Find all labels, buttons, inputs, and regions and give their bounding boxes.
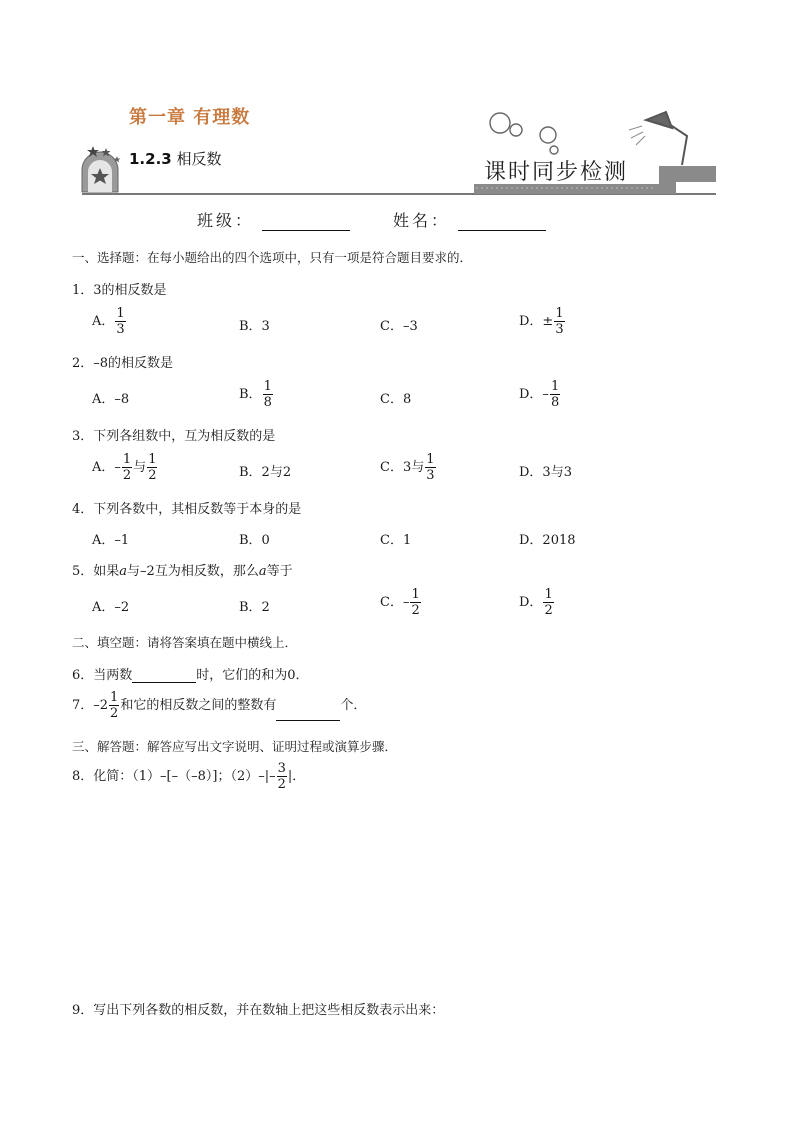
q6: 6．当两数 时，它们的和为0． (72, 668, 309, 683)
part2-heading: 二、填空题：请将答案填在题中横线上． (72, 635, 298, 650)
q4-stem: 4．下列各数中，其相反数等于本身的是 (72, 502, 302, 517)
q2-option-d[interactable]: D．– $\frac{1}{8}$ (519, 379, 560, 410)
lamp-icon (629, 112, 687, 165)
q5-stem: 5．如果a与–2互为相反数，那么a等于 (72, 564, 293, 579)
q5-option-c[interactable]: C．– $\frac{1}{2}$ (380, 587, 420, 618)
name-blank[interactable] (458, 214, 546, 231)
section-name: 相反数 (176, 150, 222, 168)
q2-option-a[interactable]: A．–8 (92, 392, 130, 407)
part1-heading: 一、选择题：在每小题给出的四个选项中，只有一项是符合题目要求的． (72, 250, 473, 265)
q1-option-b[interactable]: B．3 (239, 319, 270, 334)
q7: 7．–2 $\frac{1}{2}$ 和它的相反数之间的整数有 个． (72, 690, 367, 721)
section-title (129, 148, 222, 169)
q4-option-a[interactable]: A．–1 (92, 533, 130, 548)
q5-option-a[interactable]: A．–2 (92, 600, 130, 615)
q5-option-b[interactable]: B．2 (239, 600, 270, 615)
q4-option-d[interactable]: D．2018 (519, 533, 576, 548)
q2-option-c[interactable]: C．8 (380, 392, 412, 407)
q2-option-b[interactable]: B． $\frac{1}{8}$ (239, 379, 272, 410)
q3-stem: 3．下列各组数中，互为相反数的是 (72, 429, 276, 444)
class-field (197, 208, 350, 231)
q4-option-b[interactable]: B．0 (239, 533, 270, 548)
q3-option-b[interactable]: B．2与2 (239, 465, 292, 480)
q1-option-c[interactable]: C．–3 (380, 319, 418, 334)
chapter-title: 第一章 有理数 (129, 107, 251, 128)
q7-blank[interactable] (276, 707, 340, 721)
bubbles-icon (490, 113, 558, 154)
class-label: 班级： (197, 211, 255, 230)
q3-option-a[interactable]: A．– $\frac{1}{2}$ 与 $\frac{1}{2}$ (92, 452, 157, 483)
q4-option-c[interactable]: C．1 (380, 533, 412, 548)
q8: 8．化简：（1）–[–（–8）]；（2）–|– $\frac{3}{2}$ |． (72, 761, 306, 792)
q2-stem: 2．–8的相反数是 (72, 356, 174, 371)
q1-stem: 1．3的相反数是 (72, 283, 167, 298)
name-label: 姓名： (393, 211, 451, 230)
q1-option-a[interactable]: A． $\frac{1}{3}$ (92, 306, 125, 337)
class-blank[interactable] (262, 214, 350, 231)
q3-option-d[interactable]: D．3与3 (519, 465, 572, 480)
q9: 9．写出下列各数的相反数，并在数轴上把这些相反数表示出来： (72, 1003, 445, 1018)
q3-option-c[interactable]: C．3与 $\frac{1}{3}$ (380, 452, 435, 483)
part3-heading: 三、解答题：解答应写出文字说明、证明过程或演算步骤． (72, 739, 398, 754)
banner-title: 课时同步检测 (484, 160, 629, 185)
q1-option-d[interactable]: D．± $\frac{1}{3}$ (519, 306, 564, 337)
section-number: 1.2.3 (129, 150, 172, 168)
q6-blank[interactable] (132, 669, 196, 683)
name-field (393, 208, 546, 231)
q5-option-d[interactable]: D． $\frac{1}{2}$ (519, 587, 553, 618)
star-badge-icon (82, 146, 121, 192)
